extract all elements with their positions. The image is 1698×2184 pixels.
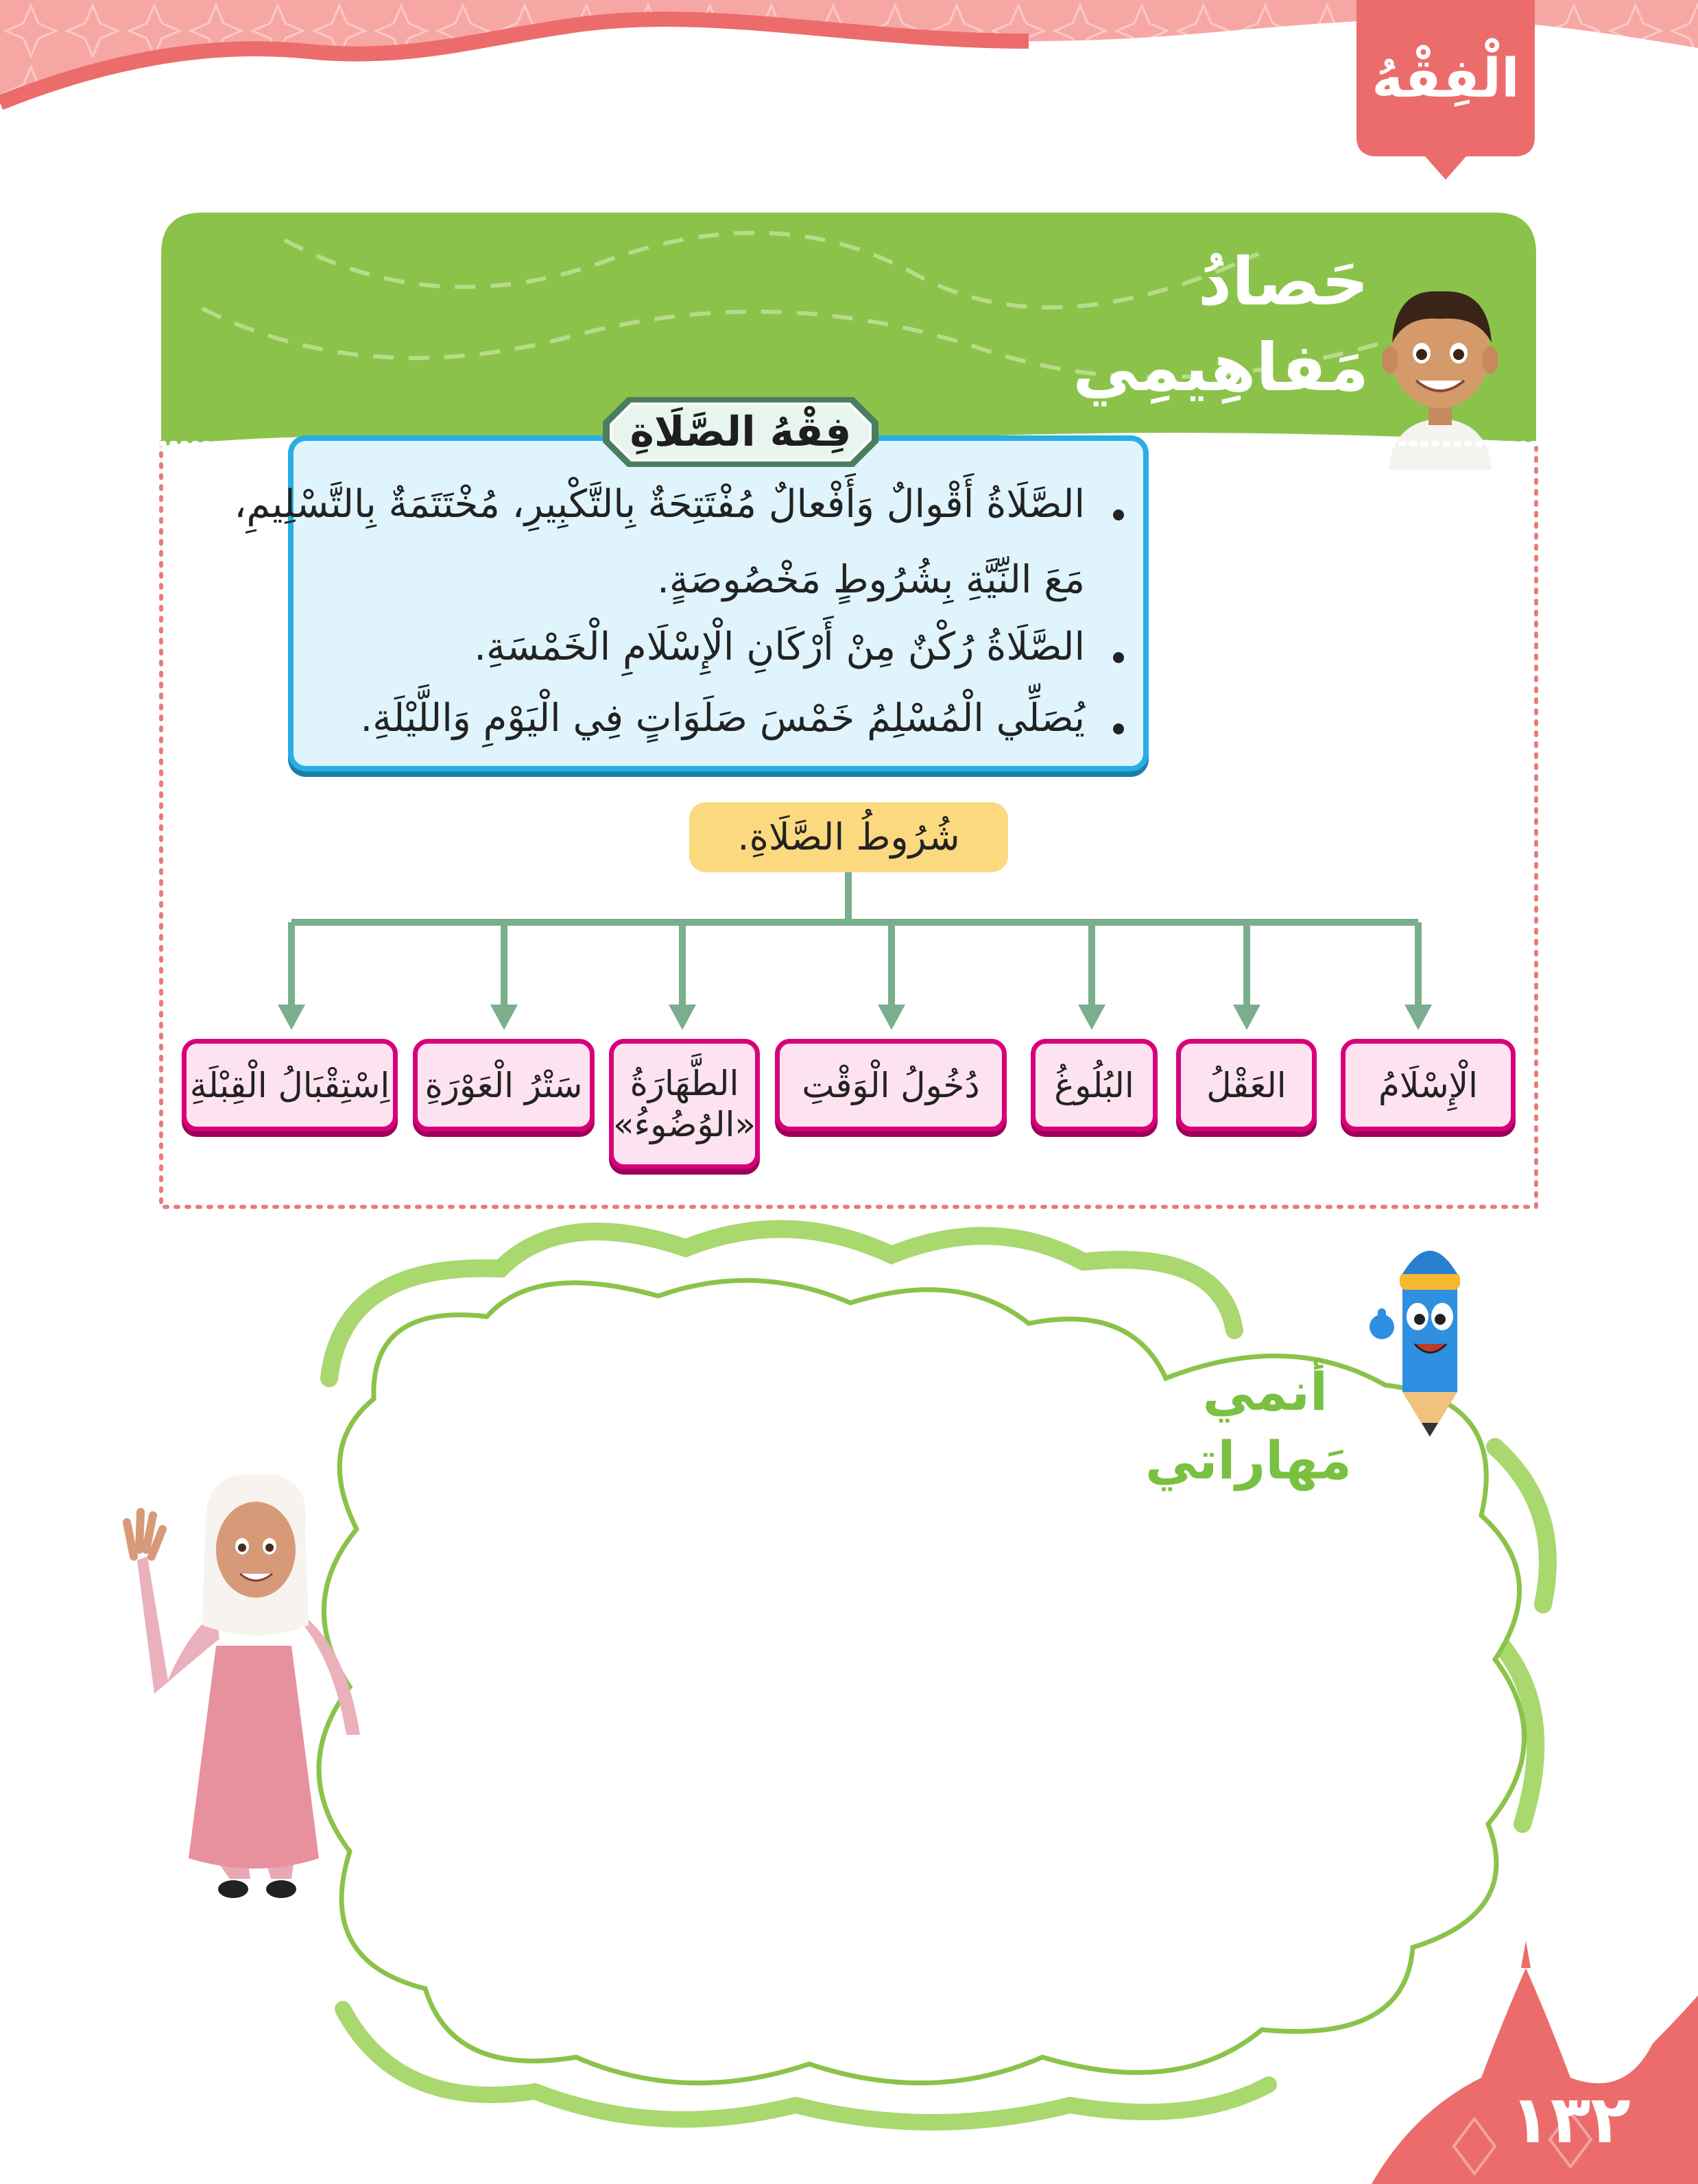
subject-tab-label: الْفِقْهُ	[1372, 48, 1520, 110]
definition-line-3: الصَّلَاةُ رُكْنٌ مِنْ أَرْكَانِ الْإِسْلَامِ الْخَمْسَةِ.	[474, 625, 1085, 669]
condition-islam: الْإِسْلَامُ	[1341, 1039, 1516, 1131]
definition-line-1: الصَّلَاةُ أَقْوالٌ وَأَفْعالٌ مُفْتَتِحَةٌ بِالتَّكْبِيرِ، مُخْتَتَمَةٌ بِالتَّسْلِيمِ،	[234, 482, 1085, 527]
condition-facing-qibla: اِسْتِقْبَالُ الْقِبْلَةِ	[182, 1039, 398, 1131]
definition-title: فِقْهُ الصَّلَاةِ	[630, 408, 852, 456]
condition-sanity: العَقْلُ	[1176, 1039, 1317, 1131]
concepts-header-title-line2: مَفاهِيمِي	[1073, 329, 1369, 406]
pencil-mascot-image	[1354, 1234, 1492, 1440]
definition-line-2: مَعَ النِّيَّةِ بِشُرُوطٍ مَخْصُوصَةٍ.	[657, 557, 1085, 602]
skills-title-line2: مَهاراتي	[1145, 1430, 1352, 1491]
concepts-header-title-line1: حَصادُ	[1197, 243, 1369, 320]
condition-prayer-time: دُخُولُ الْوَقْتِ	[775, 1039, 1007, 1131]
condition-puberty: البُلُوغُ	[1031, 1039, 1158, 1131]
conditions-title: شُرُوطُ الصَّلَاةِ.	[737, 815, 960, 859]
skills-title-line1: أنمي	[1202, 1361, 1328, 1422]
definition-line-4: يُصَلِّي الْمُسْلِمُ خَمْسَ صَلَوَاتٍ فِي الْيَوْمِ وَاللَّيْلَةِ.	[360, 696, 1085, 741]
condition-purification: الطَّهَارَةُ «الوُضُوءُ»	[609, 1039, 760, 1169]
girl-character-image	[113, 1474, 387, 1913]
condition-covering-awrah: سَتْرُ الْعَوْرَةِ	[413, 1039, 595, 1131]
page-number: ١٣٢	[1510, 2081, 1631, 2158]
